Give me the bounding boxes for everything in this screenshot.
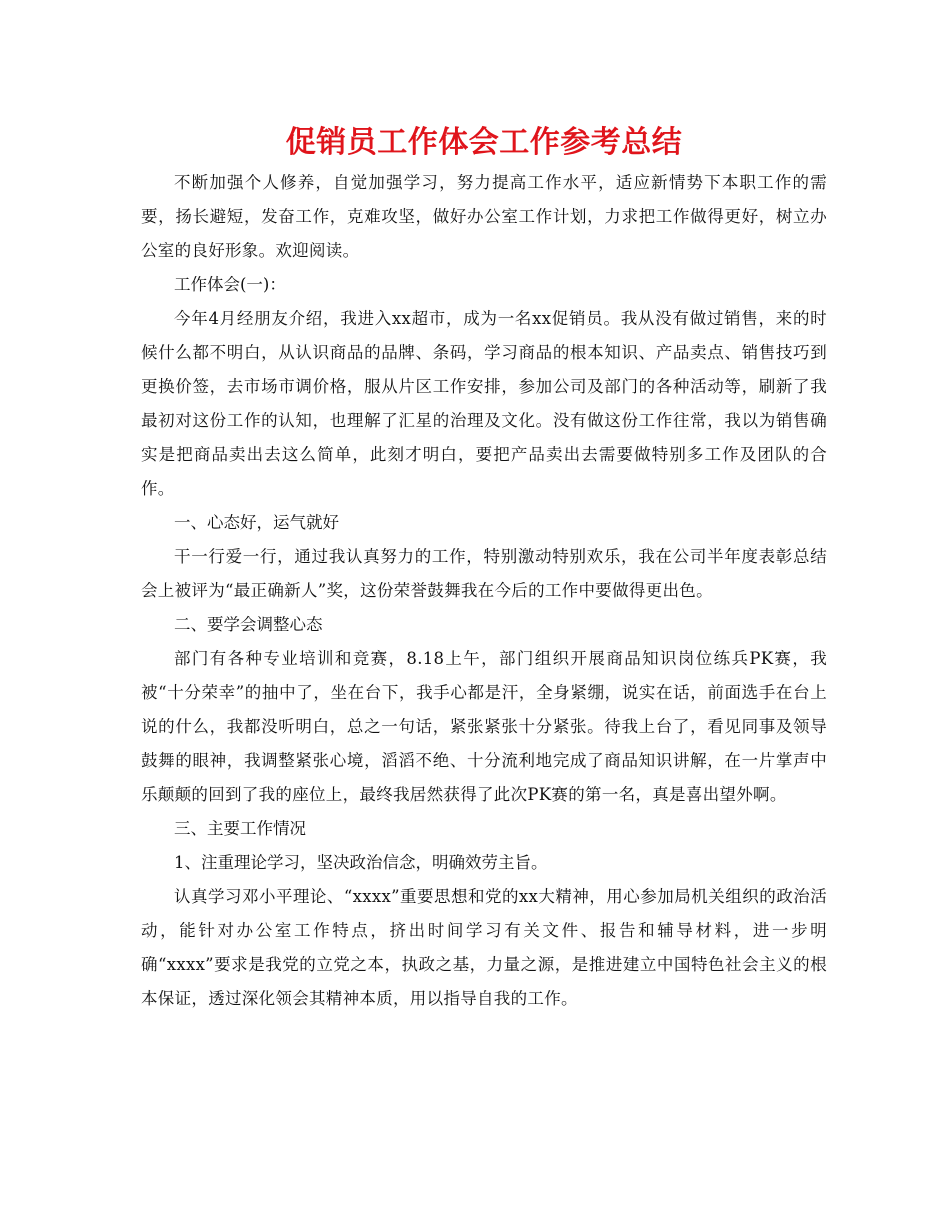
document-page	[141, 120, 827, 1016]
paragraph-adjust-attitude: 部门有各种专业培训和竞赛，8.18上午，部门组织开展商品知识岗位练兵PK赛，我被“十分荣幸”的抽中了，坐在台下，我手心都是汗，全身紧绷，说实在话，前面选手在台上说的什么，我都没听明白，总之一句话，紧张紧张十分紧张。待我上台了，看见同事及领导鼓舞的眼神，我调整紧张心境，滔滔不绝、十分流利地完成了商品知识讲解，在一片掌声中乐颠颠的回到了我的座位上，最终我居然获得了此次PK赛的第一名，真是喜出望外啊。	[141, 649, 827, 804]
paragraph-good-attitude: 干一行爱一行，通过我认真努力的工作，特别激动特别欢乐，我在公司半年度表彰总结会上被评为“最正确新人”奖，这份荣誉鼓舞我在今后的工作中要做得更出色。	[141, 547, 827, 600]
section-heading-good-attitude: 一、心态好，运气就好	[174, 513, 339, 532]
document-title: 促销员工作体会工作参考总结	[285, 125, 683, 160]
section-heading-main-work: 三、主要工作情况	[174, 819, 306, 838]
section-heading-experience-1: 工作体会(一)：	[174, 275, 286, 294]
paragraph-experience: 今年4月经朋友介绍，我进入xx超市，成为一名xx促销员。我从没有做过销售，来的时候什么都不明白，从认识商品的品牌、条码，学习商品的根本知识、产品卖点、销售技巧到更换价签，去市场市调价格，服从片区工作安排，参加公司及部门的各种活动等，刷新了我最初对这份工作的认知，也理解了汇星的治理及文化。没有做这份工作往常，我以为销售确实是把商品卖出去这么简单，此刻才明白，要把产品卖出去需要做特别多工作及团队的合作。	[141, 309, 827, 498]
intro-paragraph: 不断加强个人修养，自觉加强学习，努力提高工作水平，适应新情势下本职工作的需要，扬长避短，发奋工作，克难攻坚，做好办公室工作计划，力求把工作做得更好，树立办公室的良好形象。欢迎阅读。	[141, 173, 827, 260]
paragraph-theory-study: 认真学习邓小平理论、“xxxx”重要思想和党的xx大精神，用心参加局机关组织的政治活动，能针对办公室工作特点，挤出时间学习有关文件、报告和辅导材料，进一步明确“xxxx”要求是我党的立党之本，执政之基，力量之源，是推进建立中国特色社会主义的根本保证，透过深化领会其精神本质，用以指导自我的工作。	[141, 887, 827, 1008]
section-heading-adjust-attitude: 二、要学会调整心态	[174, 615, 323, 634]
subsection-heading-theory-study: 1、注重理论学习，坚决政治信念，明确效劳主旨。	[174, 853, 548, 872]
